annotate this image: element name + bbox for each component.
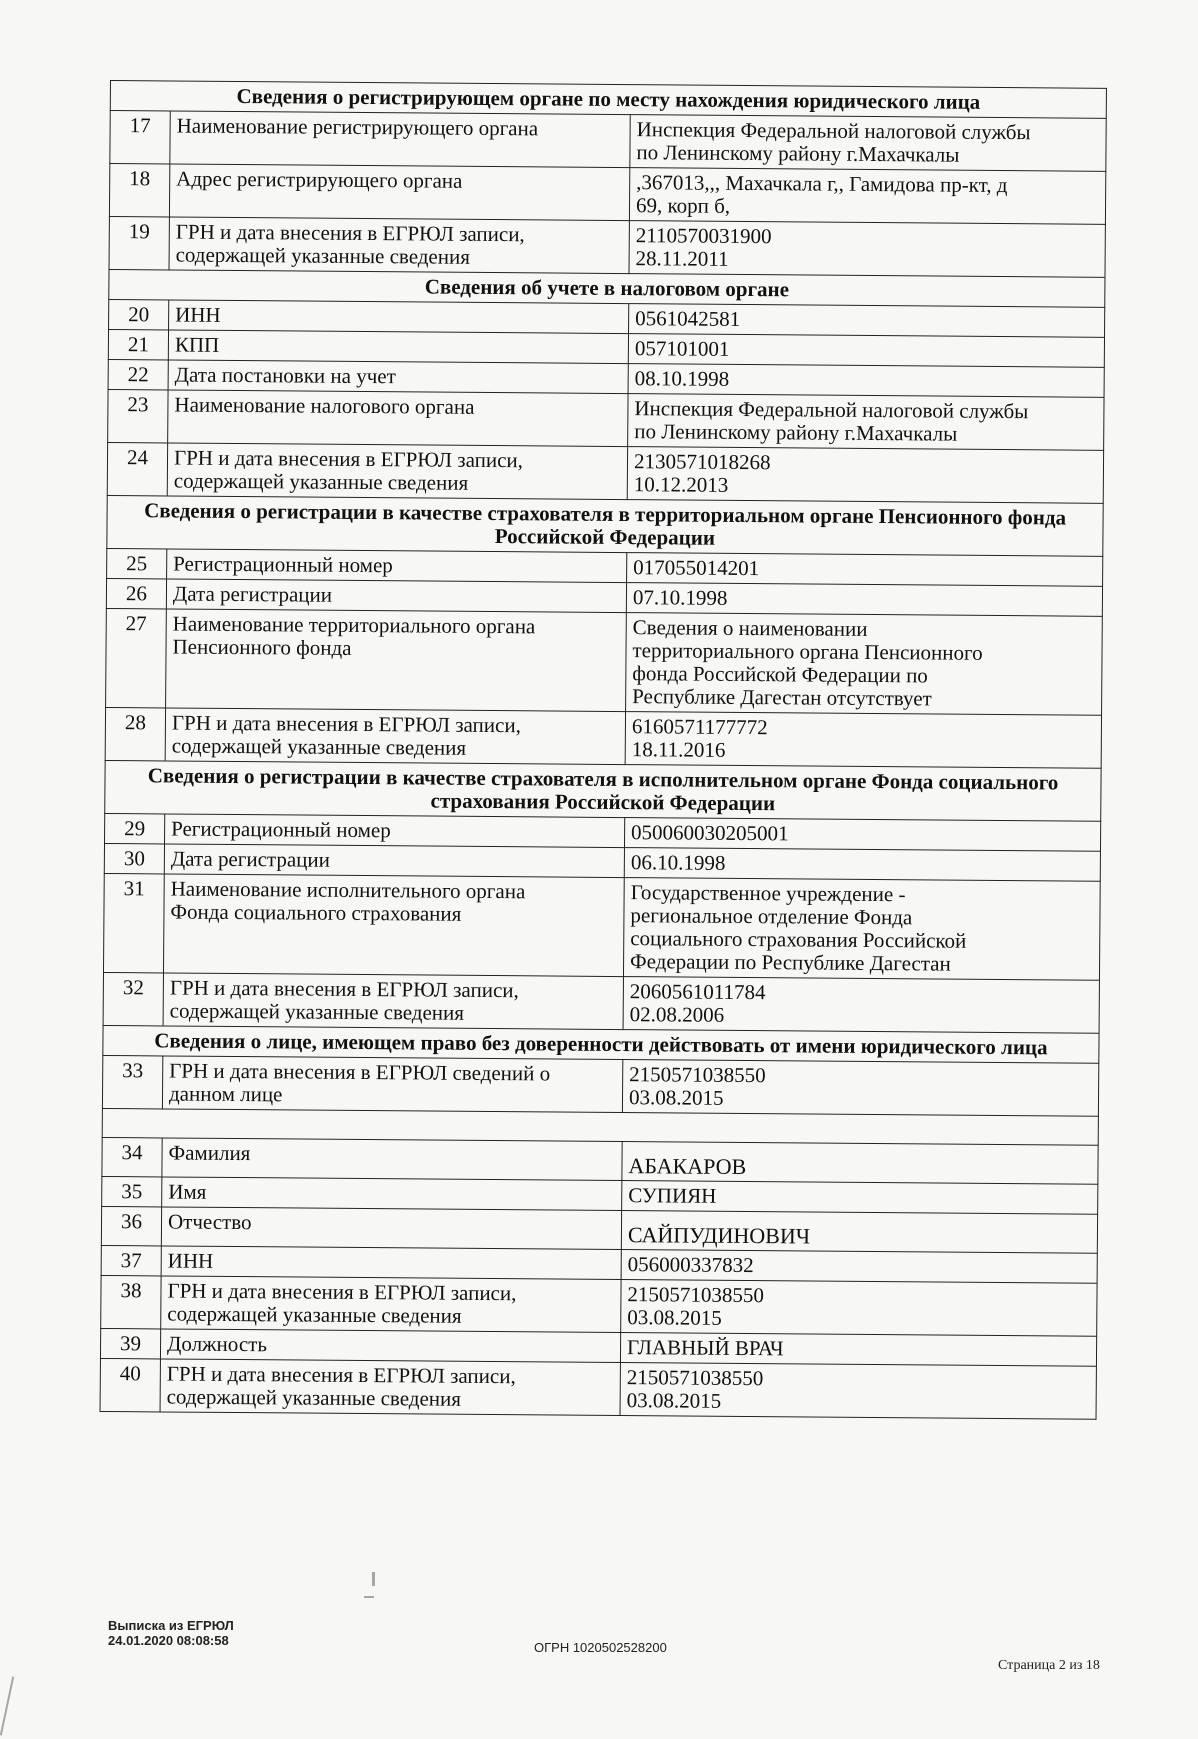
row-number: 36 (101, 1206, 161, 1245)
field-name: Дата постановки на учет (168, 360, 628, 394)
field-value: 050060030205001 (624, 818, 1100, 852)
field-name: КПП (168, 330, 628, 364)
table-row (110, 111, 1106, 172)
field-value: 2150571038550 03.08.2015 (620, 1363, 1096, 1420)
field-value: Государственное учреждение - региональное отделение Фонда социального страхования Российской Федерации по Республике Дагестан (623, 878, 1100, 981)
field-value: 2150571038550 03.08.2015 (621, 1280, 1097, 1337)
egrul-extract-sheet (100, 80, 1106, 1420)
field-name: ГРН и дата внесения в ЕГРЮЛ записи, содержащей указанные сведения (167, 443, 627, 500)
row-number: 30 (104, 843, 164, 873)
row-number: 18 (109, 164, 169, 217)
row-number: 25 (107, 548, 167, 578)
table-row (106, 608, 1103, 715)
row-number: 29 (105, 813, 165, 843)
table-row (102, 1055, 1098, 1116)
field-value: Сведения о наименовании территориального органа Пенсионного фонда Российской Федерации по Республике Дагестан отсутствует (626, 613, 1103, 716)
table-row (109, 216, 1105, 277)
field-name: Наименование исполнительного органа Фонда социального страхования (163, 874, 624, 977)
field-name: ГРН и дата внесения в ЕГРЮЛ записи, содержащей указанные сведения (165, 708, 625, 765)
field-name: Фамилия (162, 1138, 622, 1181)
field-value: 056000337832 (621, 1250, 1097, 1284)
row-number: 19 (109, 216, 169, 269)
row-number: 38 (101, 1275, 161, 1328)
table-row (108, 389, 1104, 450)
row-number: 35 (102, 1176, 162, 1206)
extract-footer (108, 1618, 234, 1648)
field-value: 08.10.1998 (628, 364, 1104, 398)
row-number: 34 (102, 1137, 162, 1176)
row-number: 40 (100, 1358, 160, 1411)
field-value: 06.10.1998 (624, 848, 1100, 882)
field-value: 017055014201 (627, 553, 1103, 587)
scan-artifact (372, 1572, 375, 1586)
field-value: СУПИЯН (622, 1181, 1098, 1215)
field-value: 0561042581 (629, 304, 1105, 338)
field-name: Регистрационный номер (165, 814, 625, 848)
field-name: Дата регистрации (164, 844, 624, 878)
field-value: ,367013,,, Махачкала г,, Гамидова пр-кт, д 69, корп б, (629, 168, 1105, 225)
scan-artifact (0, 1676, 14, 1735)
egrul-table (100, 80, 1107, 1420)
row-number: 28 (105, 707, 165, 760)
field-name: Отчество (161, 1207, 621, 1250)
row-number: 37 (101, 1245, 161, 1275)
field-name: Наименование регистрирующего органа (170, 111, 630, 168)
field-name: ГРН и дата внесения в ЕГРЮЛ записи, содержащей указанные сведения (160, 1359, 620, 1416)
row-number: 21 (108, 329, 168, 359)
row-number: 20 (109, 299, 169, 329)
field-value: 2110570031900 28.11.2011 (629, 221, 1105, 278)
table-row (103, 972, 1099, 1033)
row-number: 27 (106, 608, 167, 707)
row-number: 24 (107, 442, 167, 495)
table-row (109, 164, 1105, 225)
field-name: ГРН и дата внесения в ЕГРЮЛ сведений о данном лице (162, 1056, 622, 1113)
field-name: Наименование территориального органа Пенсионного фонда (166, 609, 627, 712)
section-title: Сведения о регистрирующем органе по месту нахождения юридического лица (110, 81, 1106, 119)
section-title: Сведения об учете в налоговом органе (109, 269, 1105, 307)
field-value: 2150571038550 03.08.2015 (622, 1060, 1098, 1117)
field-value: 2130571018268 10.12.2013 (627, 447, 1103, 504)
row-number: 26 (106, 578, 166, 608)
field-value: 07.10.1998 (626, 583, 1102, 617)
field-value: АБАКАРОВ (622, 1142, 1098, 1185)
section-header-row (107, 495, 1103, 556)
field-name: Наименование налогового органа (168, 390, 628, 447)
section-header-row (105, 760, 1101, 821)
field-value: Инспекция Федеральной налоговой службы по Ленинскому району г.Махачкалы (630, 115, 1106, 172)
table-row (101, 1275, 1097, 1336)
field-name: Должность (160, 1329, 620, 1363)
field-name: ИНН (169, 300, 629, 334)
field-name: ГРН и дата внесения в ЕГРЮЛ записи, содержащей указанные сведения (169, 217, 629, 274)
section-title: Сведения о лице, имеющем право без доверенности действовать от имени юридического лица (103, 1025, 1099, 1063)
field-name: ГРН и дата внесения в ЕГРЮЛ записи, содержащей указанные сведения (163, 973, 623, 1030)
field-name: ГРН и дата внесения в ЕГРЮЛ записи, содержащей указанные сведения (161, 1276, 621, 1333)
row-number: 23 (108, 389, 168, 442)
row-number: 39 (100, 1328, 160, 1358)
field-name: Имя (162, 1177, 622, 1211)
field-value: САЙПУДИНОВИЧ (621, 1211, 1097, 1254)
field-name: Регистрационный номер (167, 549, 627, 583)
row-number: 17 (110, 111, 170, 164)
table-row (107, 442, 1103, 503)
field-value: 6160571177772 18.11.2016 (625, 712, 1101, 769)
field-name: Адрес регистрирующего органа (169, 164, 629, 221)
extract-datetime: 24.01.2020 08:08:58 (108, 1633, 229, 1648)
field-value: Инспекция Федеральной налоговой службы по Ленинскому району г.Махачкалы (628, 394, 1104, 451)
field-name: Дата регистрации (166, 579, 626, 613)
row-number: 22 (108, 359, 168, 389)
field-value: 057101001 (628, 334, 1104, 368)
row-number: 33 (102, 1055, 162, 1108)
row-number: 31 (103, 873, 164, 972)
scan-artifact (364, 1596, 374, 1598)
section-title: Сведения о регистрации в качестве страхователя в территориальном органе Пенсионного фонда Российской Федерации (107, 495, 1103, 556)
section-title: Сведения о регистрации в качестве страхователя в исполнительном органе Фонда социального страхования Российской Федерации (105, 760, 1101, 821)
row-number: 32 (103, 972, 163, 1025)
extract-title: Выписка из ЕГРЮЛ (108, 1618, 234, 1633)
field-value: ГЛАВНЫЙ ВРАЧ (620, 1333, 1096, 1367)
field-value: 2060561011784 02.08.2006 (623, 977, 1099, 1034)
field-name: ИНН (161, 1246, 621, 1280)
ogrn-footer: ОГРН 1020502528200 (534, 1640, 667, 1655)
page-number: Страница 2 из 18 (998, 1658, 1100, 1673)
table-row (100, 1358, 1096, 1419)
table-row (105, 707, 1101, 768)
table-row (103, 873, 1100, 980)
